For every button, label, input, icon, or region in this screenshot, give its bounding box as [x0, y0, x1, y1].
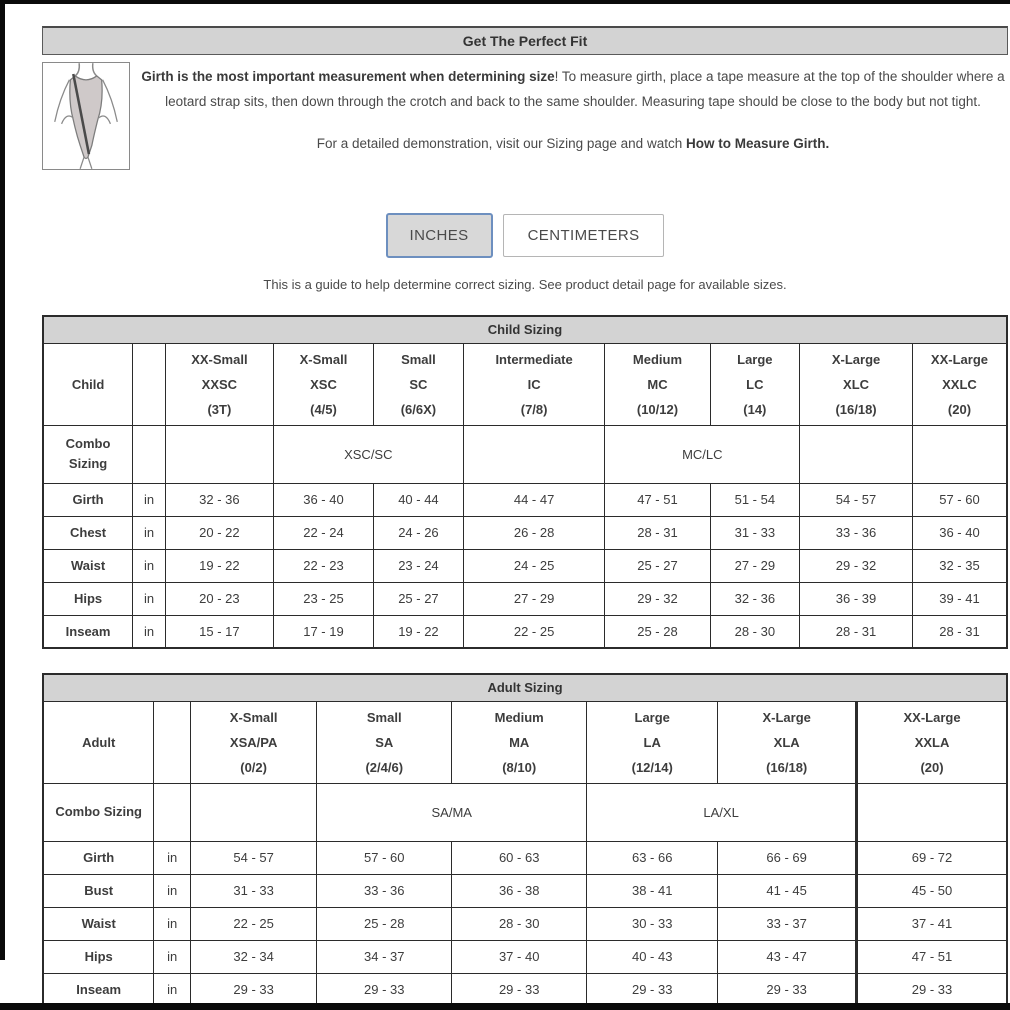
- unit-toggle-group: [42, 211, 1008, 259]
- measure-label-cell: Girth: [43, 841, 154, 874]
- value-cell: 33 - 36: [317, 874, 452, 907]
- child-sizing-table: [42, 315, 1008, 649]
- value-cell: 17 - 19: [273, 615, 373, 648]
- combo-cell: [165, 425, 273, 483]
- combo-cell: [857, 783, 1007, 841]
- value-cell: 20 - 23: [165, 582, 273, 615]
- value-cell: 37 - 40: [452, 940, 587, 973]
- combo-cell: [800, 425, 913, 483]
- value-cell: 44 - 47: [463, 483, 605, 516]
- unit-cell: in: [154, 841, 191, 874]
- value-cell: 27 - 29: [463, 582, 605, 615]
- value-cell: 23 - 25: [273, 582, 373, 615]
- measure-label-cell: Inseam: [43, 973, 154, 1006]
- unit-cell: in: [133, 549, 166, 582]
- leotard-girth-measure-diagram-icon: [42, 62, 130, 170]
- value-cell: 33 - 37: [718, 907, 857, 940]
- table-row: [43, 907, 1007, 940]
- value-cell: 28 - 30: [710, 615, 800, 648]
- value-cell: 66 - 69: [718, 841, 857, 874]
- size-header-cell: XX-Large XXLC (20): [912, 343, 1007, 425]
- combo-cell: [463, 425, 605, 483]
- value-cell: 34 - 37: [317, 940, 452, 973]
- value-cell: 29 - 33: [718, 973, 857, 1006]
- measure-label-cell: Chest: [43, 516, 133, 549]
- value-cell: 69 - 72: [857, 841, 1007, 874]
- table-row: [43, 516, 1007, 549]
- value-cell: 29 - 33: [452, 973, 587, 1006]
- screen-edge-artifact-bottom: [0, 1003, 1010, 1010]
- value-cell: 60 - 63: [452, 841, 587, 874]
- value-cell: 63 - 66: [587, 841, 718, 874]
- size-header-cell: Large LA (12/14): [587, 701, 718, 783]
- group-label-cell: Child: [43, 343, 133, 425]
- value-cell: 24 - 25: [463, 549, 605, 582]
- value-cell: 36 - 39: [800, 582, 913, 615]
- combo-label-cell: Combo Sizing: [43, 425, 133, 483]
- value-cell: 27 - 29: [710, 549, 800, 582]
- combo-unit-cell: [154, 783, 191, 841]
- group-label-cell: Adult: [43, 701, 154, 783]
- combo-cell: LA/XL: [587, 783, 857, 841]
- unit-cell: in: [133, 615, 166, 648]
- value-cell: 57 - 60: [912, 483, 1007, 516]
- value-cell: 31 - 33: [710, 516, 800, 549]
- measure-label-cell: Hips: [43, 582, 133, 615]
- value-cell: 30 - 33: [587, 907, 718, 940]
- value-cell: 57 - 60: [317, 841, 452, 874]
- size-header-cell: X-Small XSA/PA (0/2): [190, 701, 316, 783]
- unit-header-cell: [133, 343, 166, 425]
- unit-cell: in: [133, 516, 166, 549]
- value-cell: 29 - 32: [605, 582, 710, 615]
- value-cell: 32 - 34: [190, 940, 316, 973]
- table-title: Child Sizing: [43, 316, 1007, 343]
- adult-sizing-table: [42, 673, 1008, 1007]
- measure-label-cell: Waist: [43, 549, 133, 582]
- table-row: [43, 549, 1007, 582]
- unit-cell: in: [133, 483, 166, 516]
- combo-unit-cell: [133, 425, 166, 483]
- value-cell: 31 - 33: [190, 874, 316, 907]
- combo-cell: [912, 425, 1007, 483]
- combo-cell: SA/MA: [317, 783, 587, 841]
- size-header-cell: Medium MA (8/10): [452, 701, 587, 783]
- size-header-cell: X-Small XSC (4/5): [273, 343, 373, 425]
- size-header-cell: Large LC (14): [710, 343, 800, 425]
- screen-edge-artifact-top: [0, 0, 1010, 4]
- value-cell: 25 - 27: [374, 582, 464, 615]
- table-row: [43, 615, 1007, 648]
- inches-button[interactable]: INCHES: [386, 213, 493, 258]
- value-cell: 32 - 36: [710, 582, 800, 615]
- unit-header-cell: [154, 701, 191, 783]
- value-cell: 47 - 51: [605, 483, 710, 516]
- value-cell: 36 - 38: [452, 874, 587, 907]
- unit-cell: in: [154, 973, 191, 1006]
- value-cell: 25 - 28: [317, 907, 452, 940]
- measure-label-cell: Hips: [43, 940, 154, 973]
- value-cell: 29 - 32: [800, 549, 913, 582]
- size-header-cell: XX-Large XXLA (20): [857, 701, 1007, 783]
- table-title: Adult Sizing: [43, 674, 1007, 701]
- girth-instructions: [140, 64, 1006, 156]
- value-cell: 29 - 33: [190, 973, 316, 1006]
- table-row: [43, 783, 1007, 841]
- value-cell: 28 - 30: [452, 907, 587, 940]
- combo-cell: XSC/SC: [273, 425, 463, 483]
- table-row: [43, 582, 1007, 615]
- table-row: [43, 425, 1007, 483]
- table-row: [43, 343, 1007, 425]
- value-cell: 36 - 40: [273, 483, 373, 516]
- table-row: [43, 874, 1007, 907]
- value-cell: 43 - 47: [718, 940, 857, 973]
- value-cell: 28 - 31: [800, 615, 913, 648]
- combo-label-cell: Combo Sizing: [43, 783, 154, 841]
- table-row: [43, 483, 1007, 516]
- value-cell: 28 - 31: [912, 615, 1007, 648]
- value-cell: 36 - 40: [912, 516, 1007, 549]
- table-row: [43, 940, 1007, 973]
- value-cell: 19 - 22: [165, 549, 273, 582]
- value-cell: 32 - 35: [912, 549, 1007, 582]
- unit-cell: in: [154, 907, 191, 940]
- value-cell: 20 - 22: [165, 516, 273, 549]
- measure-label-cell: Bust: [43, 874, 154, 907]
- value-cell: 25 - 27: [605, 549, 710, 582]
- sizing-guide-note: This is a guide to help determine correct sizing. See product detail page for available sizes.: [263, 277, 787, 292]
- unit-cell: in: [133, 582, 166, 615]
- value-cell: 40 - 43: [587, 940, 718, 973]
- unit-cell: in: [154, 940, 191, 973]
- demo-instructions: For a detailed demonstration, visit our Sizing page and watch How to Measure Girth.: [316, 136, 830, 151]
- value-cell: 37 - 41: [857, 907, 1007, 940]
- page-title: Get The Perfect Fit: [42, 26, 1008, 55]
- size-header-cell: XX-Small XXSC (3T): [165, 343, 273, 425]
- value-cell: 40 - 44: [374, 483, 464, 516]
- value-cell: 32 - 36: [165, 483, 273, 516]
- size-header-cell: Medium MC (10/12): [605, 343, 710, 425]
- combo-cell: MC/LC: [605, 425, 800, 483]
- value-cell: 15 - 17: [165, 615, 273, 648]
- value-cell: 41 - 45: [718, 874, 857, 907]
- screen-edge-artifact-left: [0, 4, 5, 960]
- value-cell: 19 - 22: [374, 615, 464, 648]
- value-cell: 47 - 51: [857, 940, 1007, 973]
- value-cell: 22 - 25: [463, 615, 605, 648]
- value-cell: 29 - 33: [317, 973, 452, 1006]
- value-cell: 54 - 57: [800, 483, 913, 516]
- size-header-cell: Small SC (6/6X): [374, 343, 464, 425]
- value-cell: 51 - 54: [710, 483, 800, 516]
- value-cell: 23 - 24: [374, 549, 464, 582]
- value-cell: 26 - 28: [463, 516, 605, 549]
- measure-label-cell: Waist: [43, 907, 154, 940]
- table-row: [43, 674, 1007, 701]
- value-cell: 45 - 50: [857, 874, 1007, 907]
- value-cell: 28 - 31: [605, 516, 710, 549]
- table-row: [43, 701, 1007, 783]
- size-header-cell: Small SA (2/4/6): [317, 701, 452, 783]
- combo-cell: [190, 783, 316, 841]
- value-cell: 24 - 26: [374, 516, 464, 549]
- measure-label-cell: Inseam: [43, 615, 133, 648]
- value-cell: 29 - 33: [857, 973, 1007, 1006]
- value-cell: 54 - 57: [190, 841, 316, 874]
- unit-cell: in: [154, 874, 191, 907]
- table-row: [43, 316, 1007, 343]
- centimeters-button[interactable]: CENTIMETERS: [503, 214, 665, 257]
- table-row: [43, 973, 1007, 1006]
- size-header-cell: X-Large XLC (16/18): [800, 343, 913, 425]
- value-cell: 38 - 41: [587, 874, 718, 907]
- size-header-cell: Intermediate IC (7/8): [463, 343, 605, 425]
- girth-instructions-lead: Girth is the most important measurement when determining size! To measure girth, place a tape measure at the top of the shoulder where a leotard strap sits, then down through the crotch and back to the same shoulder. Measuring tape should be close to the body but not tight.: [141, 69, 1005, 109]
- size-header-cell: X-Large XLA (16/18): [718, 701, 857, 783]
- table-row: [43, 841, 1007, 874]
- value-cell: 22 - 24: [273, 516, 373, 549]
- value-cell: 25 - 28: [605, 615, 710, 648]
- value-cell: 33 - 36: [800, 516, 913, 549]
- value-cell: 22 - 25: [190, 907, 316, 940]
- measure-label-cell: Girth: [43, 483, 133, 516]
- value-cell: 39 - 41: [912, 582, 1007, 615]
- value-cell: 29 - 33: [587, 973, 718, 1006]
- value-cell: 22 - 23: [273, 549, 373, 582]
